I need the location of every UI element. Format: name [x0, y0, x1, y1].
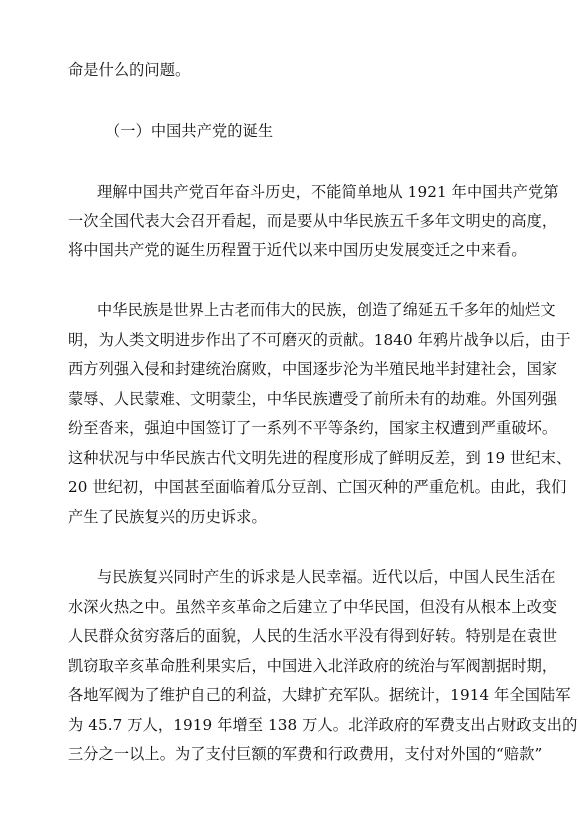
paragraph-line: 将中国共产党的诞生历程置于近代以来中国历史发展变迁之中来看。 — [68, 241, 527, 259]
paragraph-line: 各地军阀为了维护自己的利益，大肆扩充军队。据统计，1914 年全国陆军 — [68, 686, 571, 704]
paragraph-line: 蒙辱、人民蒙难、文明蒙尘，中华民族遭受了前所未有的劫难。外国列强 — [68, 390, 558, 408]
paragraph-line: 纷至沓来，强迫中国签订了一系列不平等条约，国家主权遭到严重破坏。 — [68, 419, 558, 437]
paragraph-line: 中华民族是世界上古老而伟大的民族，创造了绵延五千多年的灿烂文 — [97, 301, 556, 319]
paragraph-line: 与民族复兴同时产生的诉求是人民幸福。近代以后，中国人民生活在 — [97, 568, 556, 586]
paragraph-line: 西方列强入侵和封建统治腐败，中国逐步沦为半殖民地半封建社会，国家 — [68, 360, 558, 378]
paragraph-line: 明，为人类文明进步作出了不可磨灭的贡献。1840 年鸦片战争以后，由于 — [68, 331, 571, 349]
paragraph-line: 理解中国共产党百年奋斗历史，不能简单地从 1921 年中国共产党第 — [97, 183, 559, 201]
continuation-line: 命是什么的问题。 — [68, 61, 191, 79]
paragraph-line: 三分之一以上。为了支付巨额的军费和行政费用，支付对外国的“赔款” — [68, 745, 543, 763]
paragraph-line: 产生了民族复兴的历史诉求。 — [68, 508, 267, 526]
paragraph-line: 一次全国代表大会召开看起，而是要从中华民族五千多年文明史的高度， — [68, 212, 558, 230]
paragraph-line: 为 45.7 万人，1919 年增至 138 万人。北洋政府的军费支出占财政支出的 — [68, 716, 578, 734]
paragraph-line: 人民群众贫穷落后的面貌，人民的生活水平没有得到好转。特别是在袁世 — [68, 627, 558, 645]
paragraph-line: 凯窃取辛亥革命胜利果实后，中国进入北洋政府的统治与军阀割据时期， — [68, 657, 558, 675]
paragraph-line: 这种状况与中华民族古代文明先进的程度形成了鲜明反差，到 19 世纪末、 — [68, 449, 572, 467]
paragraph-line: 20 世纪初，中国甚至面临着瓜分豆剖、亡国灭种的严重危机。由此，我们 — [68, 478, 567, 496]
paragraph-line: 水深火热之中。虽然辛亥革命之后建立了中华民国，但没有从根本上改变 — [68, 598, 558, 616]
section-heading: （一）中国共产党的诞生 — [105, 122, 274, 140]
